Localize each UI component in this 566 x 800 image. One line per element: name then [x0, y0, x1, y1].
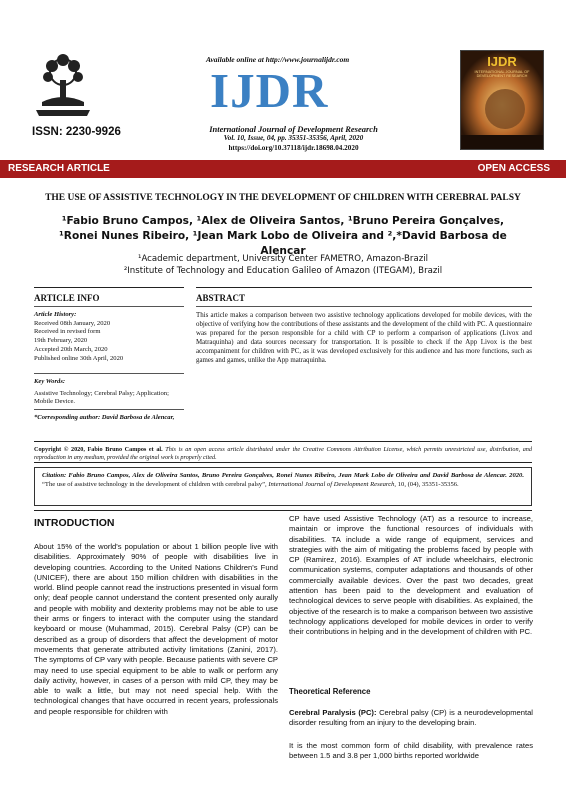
copyright-holder: Copyright © 2020, Fabio Bruno Campos et al.	[34, 446, 163, 453]
article-info-heading: ARTICLE INFO	[34, 293, 100, 303]
corresponding-author: *Corresponding author: David Barbosa de Alencar,	[34, 414, 175, 421]
divider	[34, 373, 184, 374]
abstract-heading: ABSTRACT	[196, 293, 246, 303]
keywords-block	[34, 378, 184, 407]
divider	[196, 287, 532, 288]
open-access-label: OPEN ACCESS	[477, 163, 550, 174]
cp-text: Cerebral palsy (CP) is a neurodevelopmental disorder resulting from an injury to the developing brain.	[289, 708, 533, 728]
divider	[34, 306, 184, 307]
history-item: Received in revised form	[34, 328, 101, 336]
divider	[34, 510, 532, 511]
theoretical-reference-heading: Theoretical Reference	[289, 687, 371, 696]
cp-label: Cerebral Paralysis (PC):	[289, 708, 377, 717]
body-column-left: About 15% of the world's population or about 1 billion people live with disabilities. Approximately 90% of people with disabilities live in developing countries. According to the United Nations Children's Fund (UNICEF), there are about 150 million children with disabilities in the world. Blind people cannot read the instructions presented in visual form only; deaf people cannot understand the content presented only aurally and people with mobility and dexterity problems may not be able to use their arms or fingers to interact with the computer using the standard keyboard or mouse (Muhammad, 2015). Cerebral Palsy (CP) can be described as a group of disorders that affect the development of motor movements that generate attributed activity limitations (Zanini, 2017). The symptoms of CP vary with people. Because patients with severe CP may need to use special equipment to be able to walk or perform any daily activity, however, in cases of a person with mild CP, they may be able to walk a little, but may not need special help. With the technological changes that have occurred in recent years, professionals and people responsible for children with	[34, 542, 278, 716]
divider	[34, 409, 184, 410]
journal-cover-image	[460, 50, 544, 150]
journal-name: International Journal of Development Research	[209, 124, 378, 134]
history-item: 19th February, 2020	[34, 337, 88, 345]
issn: ISSN: 2230-9926	[32, 126, 121, 138]
body-column-right: CP have used Assistive Technology (AT) as a resource to increase, maintain or improve the functional resources of individuals with disabilities. TA include a wide range of equipment, services and strategies with the aim of mitigating the problems faced by people with CP (Ramirez, 2016). Examples of AT include wheelchairs, electronic communication systems, computer adaptations and thousands of other commercially available devices. Over the past two decades, great attention has been paid to the development and evaluation of technological devices to serve people with disabilities. As explained, the objective of the research is to make a comparison between two assistive technology applications developed for mobile devices in order to verify their contributions in helping and in the development of children with PC.	[289, 514, 533, 637]
cover-subtitle: INTERNATIONAL JOURNAL OF DEVELOPMENT RESEARCH	[474, 70, 530, 78]
available-online-link[interactable]: Available online at http://www.journalijdr.com	[206, 55, 350, 64]
citation-title: “The use of assistive technology in the development of children with cerebral palsy”,	[42, 480, 269, 488]
introduction-heading: INTRODUCTION	[34, 517, 115, 529]
copyright-notice	[34, 446, 532, 463]
journal-logo-text: IJDR	[210, 63, 329, 118]
volume-info: Vol. 10, Issue, 04, pp. 35351-35356, April, 2020	[223, 134, 364, 142]
citation-ref: , 10, (04), 35351-35356.	[394, 480, 459, 488]
copyright-text: This is an open access article distributed under the Creative Commons Attribution License, which permits unrestricted use, distribution, and reproduction in any medium, provided the original work is properly cited.	[34, 446, 532, 462]
cerebral-paralysis-paragraph-2: It is the most common form of child disability, with prevalence rates between 1.5 and 3.8 per 1,000 births reported worldwide	[289, 741, 533, 761]
affiliation-2: ²Institute of Technology and Education Galileo of Amazon (ITEGAM), Brazil	[123, 266, 443, 276]
keywords: Assistive Technology; Cerebral Palsy; Application; Mobile Device.	[34, 389, 169, 406]
history-item: Published online 30th April, 2020	[34, 354, 124, 362]
affiliation-1: ¹Academic department, University Center FAMETRO, Amazon-Brazil	[138, 254, 428, 264]
cerebral-paralysis-paragraph	[289, 708, 533, 729]
author-list: ¹Fabio Bruno Campos, ¹Alex de Oliveira Santos, ¹Bruno Pereira Gonçalves, ¹Ronei Nunes Ribeiro, ¹Jean Mark Lobo de Oliveira and ²,*David Barbosa de Alencar	[59, 215, 507, 257]
research-article-label: RESEARCH ARTICLE	[8, 163, 110, 174]
abstract-text: This article makes a comparison between two assistive technology applications developed for mobile devices, with the objective of verifying how the contributions of these assistants and the development of the child with PC. A questionnaire was prepared for the person responsible for a child with CP to perform a comparison of applications (Livox and Matraquinha) and data sources necessary for transportation. It is possible to check if the App Livox is the best accompaniment for children with PC, as it was developed exclusively for this audience and has more functions, such as games and games, unlike the App matraquinha.	[196, 312, 532, 364]
doi-link[interactable]: https://doi.org/10.37118/ijdr.18698.04.2020	[228, 144, 359, 152]
history-label: Article History:	[34, 311, 77, 318]
journal-tree-logo	[32, 52, 94, 122]
divider	[34, 441, 532, 442]
cover-title: IJDR	[487, 54, 517, 69]
article-history	[34, 311, 184, 363]
history-item: Accepted 20th March, 2020	[34, 345, 108, 353]
citation	[42, 472, 524, 489]
keywords-label: Key Words:	[34, 378, 66, 385]
divider	[34, 287, 184, 288]
divider	[196, 306, 532, 307]
citation-label: Citation: Fabio Bruno Campos, Alex de Oliveira Santos, Bruno Pereira Gonçalves, Ronei Nunes Ribeiro, Jean Mark Lobo de Oliveira and David Barbosa de Alencar. 2020.	[42, 472, 524, 479]
article-title: THE USE OF ASSISTIVE TECHNOLOGY IN THE DEVELOPMENT OF CHILDREN WITH CEREBRAL PALSY	[45, 193, 521, 203]
history-item: Received 08th January, 2020	[34, 319, 111, 327]
citation-journal: International Journal of Development Research	[268, 480, 395, 488]
